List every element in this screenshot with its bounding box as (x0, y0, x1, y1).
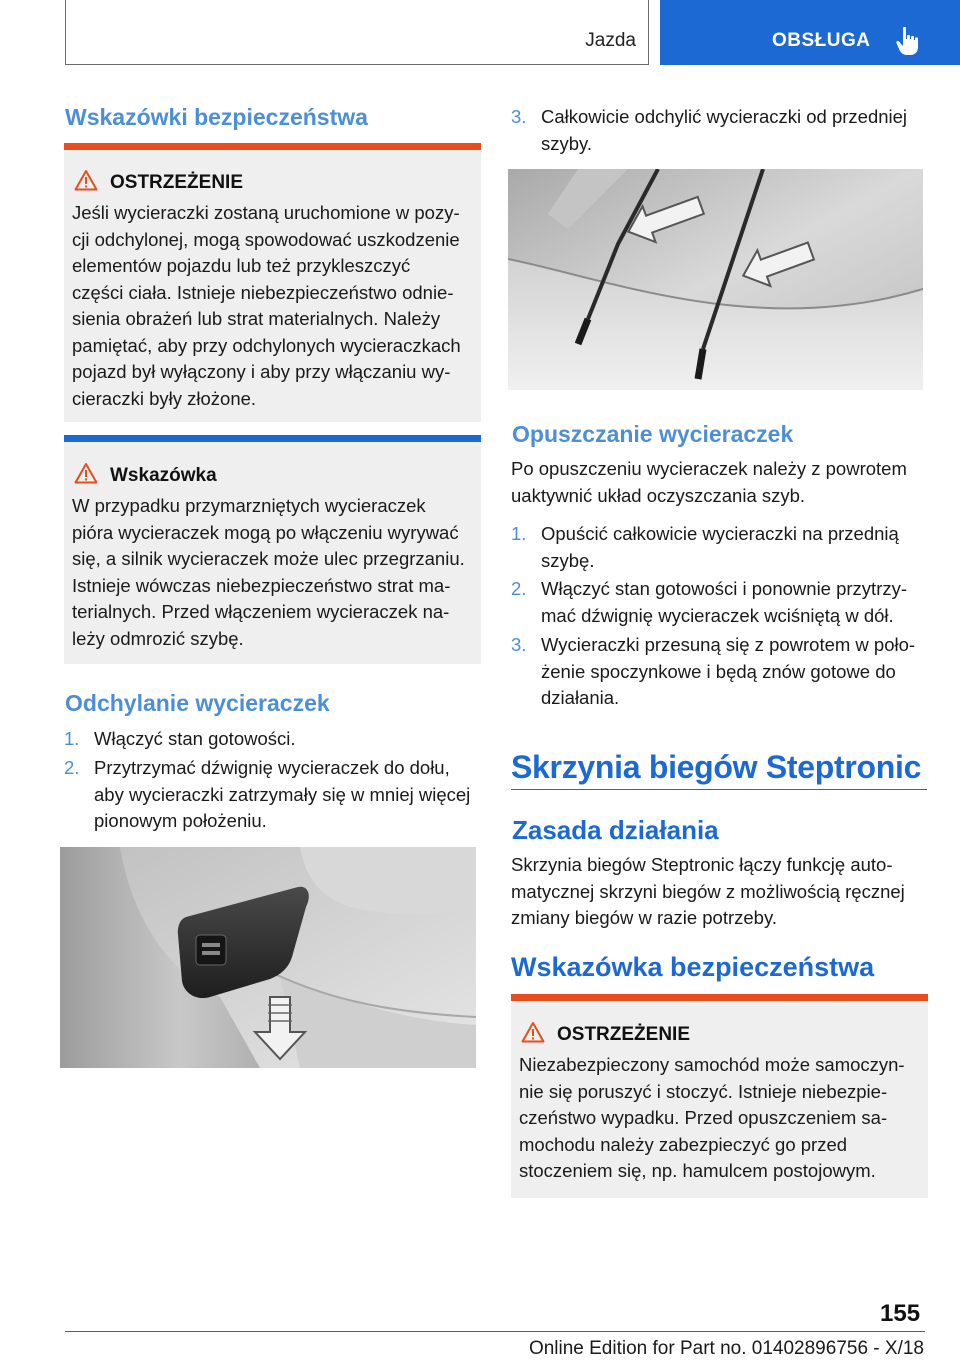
hint-line: W przypadku przymarzniętych wycieraczek (72, 495, 426, 516)
windscreen-wipers-image (508, 169, 923, 390)
warning-triangle-icon (521, 1021, 545, 1043)
edition-note: Online Edition for Part no. 01402896756 - X/18 (528, 1338, 924, 1359)
hint-text (72, 493, 475, 652)
windscreen-wipers-illustration (508, 169, 923, 390)
hint-title: Wskazówka (110, 465, 217, 486)
warning2-line: czeństwo wypadku. Przed opuszczeniem sa- (519, 1107, 888, 1128)
step-number: 2. (64, 757, 80, 778)
warning2-line: stoczeniem się, np. hamulcem postojowym. (519, 1160, 876, 1181)
intro-line: uaktywnić układ oczyszczania szyb. (511, 484, 806, 506)
hint-line: Istnieje wówczas niebezpieczeństwo strat ma- (72, 574, 451, 596)
warning-line: pamiętać, aby przy odchylonych wycieraczkach (72, 334, 461, 356)
hint-line: terialnych. Przed włączeniem wycieraczek na- (72, 601, 450, 622)
warning-line: Jeśli wycieraczki zostaną uruchomione w pozy- (72, 202, 460, 223)
step-number: 2. (511, 578, 527, 599)
step-number: 3. (511, 634, 527, 655)
header-chapter-label: OBSŁUGA (772, 30, 871, 51)
fold-step (64, 726, 482, 753)
warning-triangle-icon (74, 169, 98, 191)
step-line: Przytrzymać dźwignię wycieraczek do dołu, (94, 757, 450, 778)
principle-line: matycznej skrzyni biegów z możliwością ręcznej (511, 880, 905, 902)
wiper-lever-image (60, 847, 476, 1068)
fold-step (511, 104, 929, 157)
lower-step (511, 521, 929, 574)
step-line: Włączyć stan gotowości. (94, 728, 296, 749)
step-line: Opuścić całkowicie wycieraczki na przednią (541, 523, 899, 544)
step-line: aby wycieraczki zatrzymały się w mniej więcej (94, 783, 471, 805)
warning-line: pojazd był wyłączony i aby przy włączaniu wy- (72, 361, 451, 382)
footer-rule (65, 1331, 925, 1332)
warning2-bar (511, 994, 928, 1001)
lower-intro (511, 456, 929, 509)
warning2-line: nie się poruszyć i stoczyć. Istnieje niebezpie- (519, 1080, 888, 1102)
fold-heading: Odchylanie wycieraczek (65, 690, 330, 716)
warning-text (72, 200, 475, 412)
safety2-heading: Wskazówka bezpieczeństwa (511, 952, 875, 982)
warning-line: sienia obrażeń lub strat materialnych. Należy (72, 308, 441, 329)
header-chapter-tab (660, 0, 960, 65)
warning2-text (519, 1052, 922, 1185)
warning-line: cji odchylonej, mogą spowodować uszkodzenie (72, 228, 460, 250)
warning2-line: Niezabezpieczony samochód może samoczyn- (519, 1054, 905, 1075)
warning-title: OSTRZEŻENIE (110, 172, 244, 193)
fold-step (64, 755, 482, 835)
hint-line: się, a silnik wycieraczek może ulec przegrzaniu. (72, 548, 465, 569)
pointing-hand-icon (895, 26, 921, 56)
warning2-line: mochodu należy zabezpieczyć go przed (519, 1133, 848, 1155)
warning-line: części ciała. Istnieje niebezpieczeństwo odnie- (72, 281, 454, 303)
lower-step (511, 576, 929, 629)
safety-heading: Wskazówki bezpieczeństwa (65, 104, 368, 130)
step-line: mać dźwignię wycieraczek wciśniętą w dół. (541, 604, 894, 626)
principle-line: Skrzynia biegów Steptronic łączy funkcję auto- (511, 854, 893, 875)
hint-box (64, 435, 481, 664)
hint-line: pióra wycieraczek mogą po włączeniu wyrywać (72, 521, 459, 543)
header-section-tab (65, 0, 649, 65)
step-line: Włączyć stan gotowości i ponownie przytrzy- (541, 578, 908, 599)
intro-line: Po opuszczeniu wycieraczek należy z powrotem (511, 458, 907, 479)
header-section-label: Jazda (585, 30, 636, 51)
step-line: szybę. (541, 549, 595, 571)
warning-box (64, 143, 481, 422)
lower-step (511, 632, 929, 712)
steptronic-heading: Skrzynia biegów Steptronic (511, 749, 922, 785)
warning-line: cieraczki były złożone. (72, 387, 257, 409)
warning2-title: OSTRZEŻENIE (557, 1024, 691, 1045)
warning-bar (64, 143, 481, 150)
principle-heading: Zasada działania (512, 815, 719, 845)
warning-triangle-icon (74, 462, 98, 484)
step-line: szyby. (541, 132, 593, 154)
heading-rule (511, 789, 927, 790)
step-line: żenie spoczynkowe i będą znów gotowe do (541, 660, 896, 682)
step-line: Całkowicie odchylić wycieraczki od przedniej (541, 106, 908, 127)
step-line: pionowym położeniu. (94, 810, 267, 831)
step-line: Wycieraczki przesuną się z powrotem w poło- (541, 634, 916, 655)
hint-bar (64, 435, 481, 442)
principle-text (511, 852, 929, 932)
step-number: 1. (64, 728, 80, 749)
warning-line: elementów pojazdu lub też przykleszczyć (72, 255, 411, 276)
warning2-box (511, 994, 928, 1198)
hint-line: leży odmrozić szybę. (72, 627, 244, 649)
step-number: 3. (511, 106, 527, 127)
wiper-lever-illustration (60, 847, 476, 1068)
step-number: 1. (511, 523, 527, 544)
principle-line: zmiany biegów w razie potrzeby. (511, 907, 777, 928)
page-number: 155 (880, 1300, 921, 1327)
lower-heading: Opuszczanie wycieraczek (512, 421, 794, 447)
step-line: działania. (541, 687, 620, 708)
